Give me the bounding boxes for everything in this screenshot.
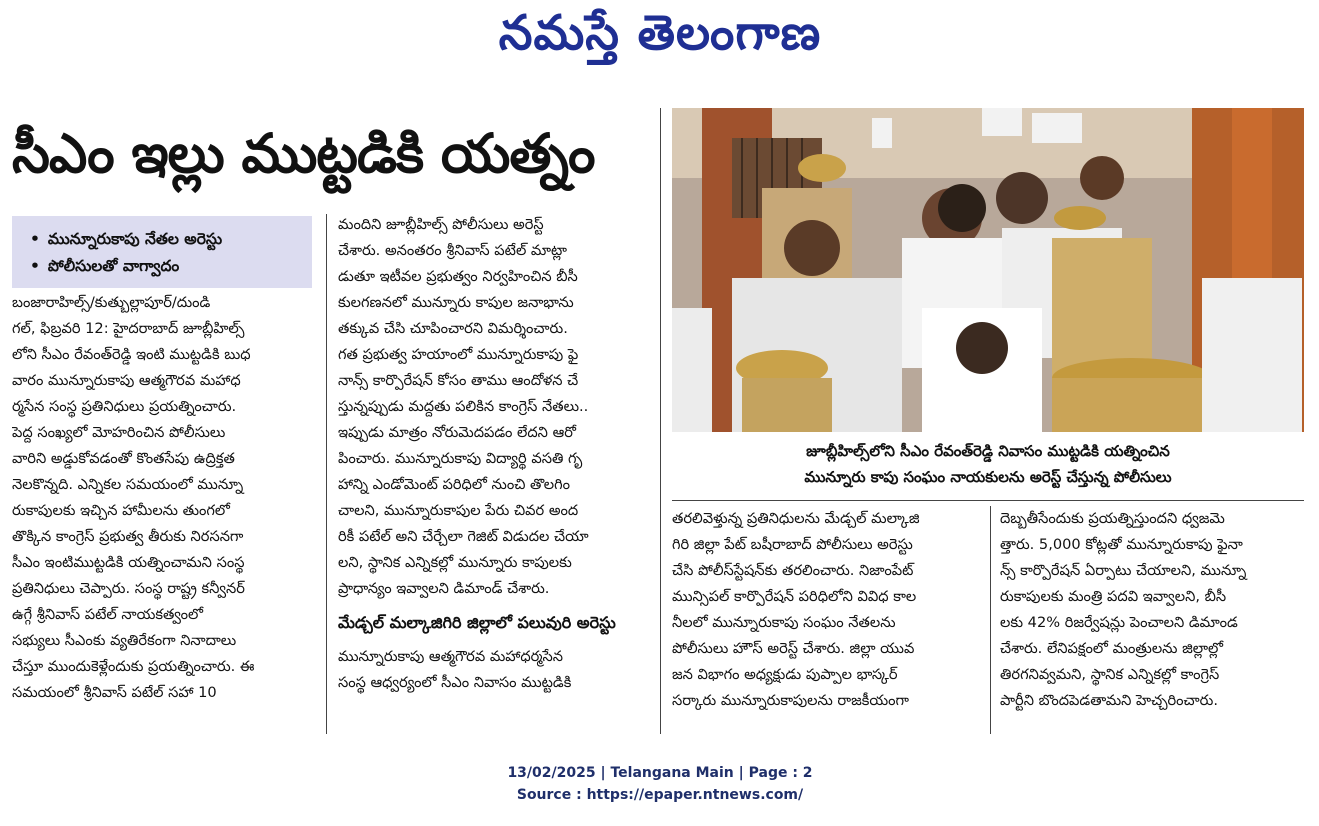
text-line: ప్రతినిధులు చెప్పారు. సంస్థ రాష్ట్ర కన్వీనర్ [12, 580, 245, 597]
column-divider [990, 506, 991, 734]
article-column-1 [12, 290, 314, 706]
text-line: మున్నూరుకాపు ఆత్మగౌరవ మహాధర్మసేన [338, 648, 564, 665]
text-line: లని, స్థానిక ఎన్నికల్లో మున్నూరు కాపులకు [338, 554, 572, 571]
protest-photo-illustration [672, 108, 1304, 432]
photo-caption [672, 438, 1304, 498]
text-line: సర్కారు మున్నూరుకాపులను రాజకీయంగా [672, 692, 909, 709]
text-line: చేశారు. అనంతరం శ్రీనివాస్ పటేల్ మాట్లా [338, 242, 568, 259]
headline: సీఎం ఇల్లు ముట్టడికి యత్నం [12, 122, 595, 185]
text-line: త్తారు. 5,000 కోట్లతో మున్నూరుకాపు ఫైనా [1000, 536, 1243, 553]
text-line: రికీ పటేల్ అని చేర్చేలా గెజిట్ విడుదల చేయా [338, 528, 589, 545]
text-line: తిరగనివ్వమని, స్థానిక ఎన్నికల్లో కాంగ్రెస్ [1000, 666, 1220, 683]
bullet-icon: • [30, 230, 40, 248]
masthead [300, 6, 1020, 72]
text-line: పెద్ద సంఖ్యలో మోహరించిన పోలీసులు [12, 424, 226, 441]
text-line: చాలని, మున్నూరుకాపుల పేరు చివర అంద [338, 502, 579, 519]
source-link[interactable]: Source : https://epaper.ntnews.com/ [516, 787, 804, 803]
text-line: న్స్ కార్పొరేషన్ ఏర్పాటు చేయాలని, మున్నూ [1000, 562, 1247, 579]
text-line: లోని సీఎం రేవంత్‌రెడ్డి ఇంటి ముట్టడికి బుధ [12, 346, 251, 363]
bullet-icon: • [30, 257, 40, 275]
article-column-2 [338, 212, 646, 696]
text-line: హాన్ని ఎండోమెంట్ పరిధిలో నుంచి తొలగిం [338, 476, 571, 493]
caption-rule [672, 500, 1304, 501]
text-line: లకు 42% రిజర్వేషన్లు పెంచాలని డిమాండ [1000, 614, 1238, 631]
text-line: ఉగ్గే శ్రీనివాస్ పటేల్ నాయకత్వంలో [12, 606, 204, 623]
caption-line: జూబ్లీహిల్స్‌లోని సీఎం రేవంత్‌రెడ్డి నివాసం ముట్టడికి యత్నించిన [806, 442, 1170, 460]
text-line: సంస్థ ఆధ్వర్యంలో సీఎం నివాసం ముట్టడికి [338, 674, 572, 691]
text-line: మున్సిపల్ కార్పొరేషన్ పరిధిలోని వివిధ కాల [672, 588, 917, 605]
column-divider [660, 108, 661, 734]
text-line: రుకాపులకు మంత్రి పదవి ఇవ్వాలని, బీసీ [1000, 588, 1227, 605]
text-line: నెలకొన్నది. ఎన్నికల సమయంలో మున్నూ [12, 476, 244, 493]
highlights-box [12, 216, 312, 288]
text-line: దెబ్బతీసేందుకు ప్రయత్నిస్తుందని ధ్వజమె [1000, 510, 1225, 527]
text-line: నీలలో మున్నూరుకాపు సంఘం నేతలను [672, 614, 896, 631]
text-line: తరలివెళ్తున్న ప్రతినిధులను మేడ్చల్ మల్కాజి [672, 510, 920, 527]
text-line: తొక్కిన కాంగ్రెస్ ప్రభుత్వ తీరుకు నిరసనగా [12, 528, 244, 545]
caption-line: మున్నూరు కాపు సంఘం నాయకులను అరెస్ట్ చేస్తున్న పోలీసులు [804, 468, 1172, 486]
subheading: మేడ్చల్ మల్కాజిగిరి జిల్లాలో పలువురి అరెస్టు [338, 613, 616, 632]
text-line: తక్కువ చేసి చూపించారని విమర్శించారు. [338, 320, 568, 337]
edition-info: 13/02/2025 | Telangana Main | Page : 2 [507, 765, 813, 781]
text-line: బంజారాహిల్స్/కుత్బుల్లాపూర్/దుండి [12, 294, 211, 311]
text-line: మందిని జూబ్లీహిల్స్ పోలీసులు అరెస్ట్ [338, 216, 544, 233]
text-line: సీఎం ఇంటిముట్టడికి యత్నించామని సంస్థ [12, 554, 245, 571]
text-line: వారం మున్నూరుకాపు ఆత్మగౌరవ మహాధ [12, 372, 241, 389]
text-line: గత ప్రభుత్వ హయాంలో మున్నూరుకాపు ఫై [338, 346, 579, 363]
text-line: సభ్యులు సీఎంకు వ్యతిరేకంగా నినాదాలు [12, 632, 237, 649]
highlight-item: • పోలీసులతో వాగ్వాదం [30, 253, 312, 280]
text-line: చేశారు. లేనిపక్షంలో మంత్రులను జిల్లాల్లో [1000, 640, 1224, 657]
text-line: చేసి పోలీస్‌స్టేషన్‌కు తరలించారు. నిజాంపేట్ [672, 562, 914, 579]
page-footer [300, 762, 1020, 806]
text-line: పోలీసులు హౌస్ అరెస్ట్ చేశారు. జిల్లా యువ [672, 640, 915, 657]
text-line: వారిని అడ్డుకోవడంతో కొంతసేపు ఉద్రిక్తత [12, 450, 235, 467]
text-line: గల్, ఫిబ్రవరి 12: హైదరాబాద్ జూబ్లీహిల్స్ [12, 320, 245, 337]
text-line: పించారు. మున్నూరుకాపు విద్యార్థి వసతి గృ [338, 450, 583, 467]
text-line: గిరి జిల్లా పేట్ బషీరాబాద్ పోలీసులు అరెస్టు [672, 536, 913, 553]
highlight-item: • మున్నూరుకాపు నేతల అరెస్టు [30, 226, 312, 253]
text-line: కులగణనలో మున్నూరు కాపుల జనాభాను [338, 294, 574, 311]
text-line: చేస్తూ ముందుకెళ్లేందుకు ప్రయత్నించారు. ఈ [12, 658, 255, 675]
text-line: పార్టీని బొందపెడతామని హెచ్చరించారు. [1000, 692, 1218, 709]
text-line: ర్మసేన సంస్థ ప్రతినిధులు ప్రయత్నించారు. [12, 398, 237, 415]
text-line: స్తున్నప్పుడు మద్దతు పలికిన కాంగ్రెస్ నేతలు.. [338, 398, 589, 415]
newspaper-logo: నమస్తే తెలంగాణ [498, 5, 822, 61]
text-line: రుకాపులకు ఇచ్చిన హామీలను తుంగలో [12, 502, 230, 519]
text-line: ప్రాధాన్యం ఇవ్వాలని డిమాండ్ చేశారు. [338, 580, 550, 597]
text-line: నాన్స్ కార్పొరేషన్ కోసం తాము ఆందోళన చే [338, 372, 579, 389]
column-divider [326, 214, 327, 734]
text-line: డుతూ ఇటీవల ప్రభుత్వం నిర్వహించిన బీసీ [338, 268, 578, 285]
article-column-3 [672, 506, 980, 714]
text-line: ఇప్పుడు మాత్రం నోరుమెదపడం లేదని ఆరో [338, 424, 576, 441]
article-column-4 [1000, 506, 1304, 714]
text-line: సమయంలో శ్రీనివాస్ పటేల్ సహా 10 [12, 684, 217, 701]
text-line: జన విభాగం అధ్యక్షుడు పుప్పాల భాస్కర్ [672, 666, 898, 683]
news-photo [672, 108, 1304, 432]
